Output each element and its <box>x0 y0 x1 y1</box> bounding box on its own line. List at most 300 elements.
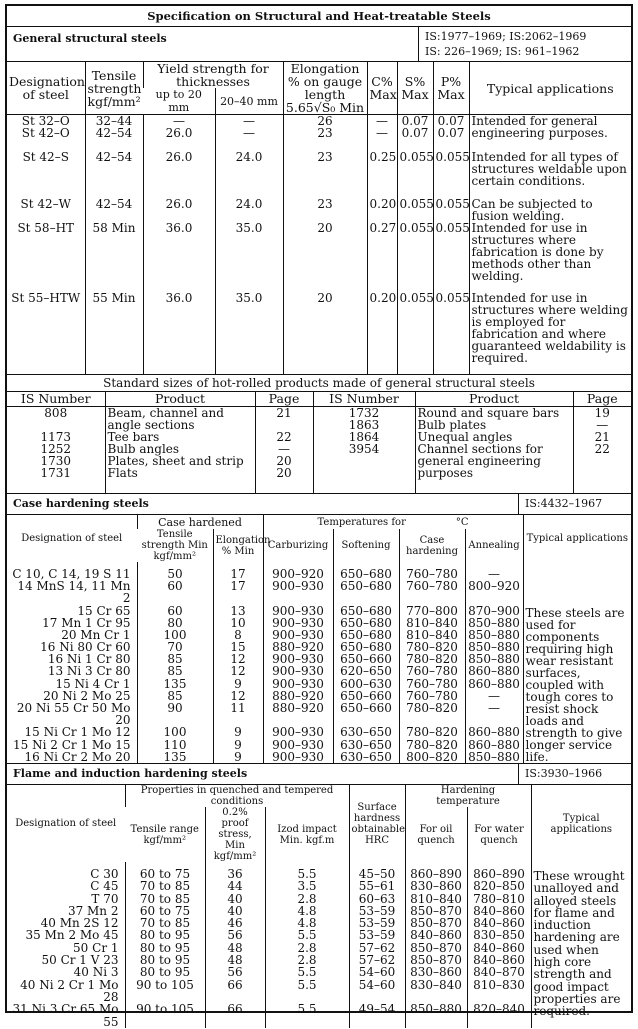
case-hardening-value: 760–780 <box>399 678 465 690</box>
case-col-tensile: Tensile strength Min kgf/mm² <box>141 529 208 562</box>
col-yield: Yield strength for thicknesses <box>143 62 283 88</box>
tensile-value: 42–54 <box>85 198 143 222</box>
tensile-range-value: 60 to 75 <box>125 862 205 880</box>
softening-value: 600–630 <box>333 678 399 690</box>
case-col-softening: Softening <box>333 529 399 562</box>
case-hardening-table <box>7 515 631 763</box>
oil-quench-value: 830–860 <box>405 966 467 978</box>
proof-stress-value: 44 <box>205 880 265 892</box>
yield-20-40-value: — — <box>215 115 283 151</box>
col-applications: Typical applications <box>469 62 631 115</box>
elongation-value: 26 23 <box>283 115 367 151</box>
sulphur-value: 0.055 <box>397 292 433 374</box>
steel-designation: 40 Mn 2S 12 <box>40 916 119 931</box>
izod-value: 2.8 <box>265 942 349 954</box>
annealing-value: 870–900 <box>465 605 523 617</box>
col-yield-20-40: 20–40 mm <box>215 88 283 115</box>
elongation-value: 9 <box>213 726 263 738</box>
carbon-value: 0.20 <box>367 292 397 374</box>
proof-stress-value: 56 <box>205 929 265 941</box>
std-right-is: 1732 <box>348 406 380 420</box>
std-right-page: 21 <box>594 430 610 444</box>
carburizing-value: 900–930 <box>263 751 333 763</box>
proof-stress-value: 46 <box>205 917 265 929</box>
flame-section-header <box>7 763 631 785</box>
softening-value: 650–680 <box>333 562 399 580</box>
softening-value: 630–650 <box>333 739 399 751</box>
std-col-is-left: IS Number <box>7 392 105 407</box>
std-col-page-right: Page <box>573 392 631 407</box>
elongation-value: 12 <box>213 653 263 665</box>
phosphorus-value: 0.055 <box>433 292 469 374</box>
steel-designation: T 70 <box>91 891 119 906</box>
carburizing-value: 880–920 <box>263 702 333 726</box>
annealing-value: 850–880 <box>465 617 523 629</box>
steel-designation: St 32–O St 42–O <box>21 114 70 140</box>
application-text: These wrought unalloyed and alloyed steels for flame and induction hardening are used when high core strength and good impact properties are required. <box>531 862 631 1028</box>
tensile-value: 135 <box>137 751 213 763</box>
steel-designation: 16 Ni 1 Cr 80 <box>47 652 131 667</box>
elongation-value: 8 <box>213 629 263 641</box>
izod-value: 4.8 <box>265 905 349 917</box>
carburizing-value: 900–920 <box>263 562 333 580</box>
oil-quench-value: 810–840 <box>405 893 467 905</box>
surface-hardness-value: 57–62 <box>349 954 405 966</box>
case-section-header <box>7 493 631 515</box>
tensile-value: 58 Min <box>85 222 143 292</box>
tensile-range-value: 80 to 95 <box>125 929 205 941</box>
carburizing-value: 880–920 <box>263 641 333 653</box>
flame-is-number: IS:3930–1966 <box>518 764 631 784</box>
elongation-value: 10 <box>213 617 263 629</box>
sulphur-value: 0.055 <box>397 222 433 292</box>
tensile-value: 60 <box>137 580 213 604</box>
flame-col-surface: Surface hardness obtainable HRC <box>349 785 405 862</box>
case-hardening-value: 810–840 <box>399 629 465 641</box>
col-elongation: Elongation % on gauge length 5.65√S₀ Min <box>283 62 367 115</box>
tensile-range-value: 80 to 95 <box>125 942 205 954</box>
flame-col-proof: 0.2% proof stress, Min kgf/mm² <box>205 807 265 862</box>
case-hardening-value: 810–840 <box>399 617 465 629</box>
sulphur-value: 0.07 0.07 <box>397 115 433 151</box>
spec-page <box>5 4 633 1029</box>
tensile-value: 42–54 <box>85 151 143 198</box>
softening-value: 650–660 <box>333 690 399 702</box>
std-right-page: 19 <box>594 406 610 420</box>
standard-sizes-table <box>7 392 631 494</box>
tensile-value: 60 <box>137 605 213 617</box>
elongation-value: 11 <box>213 702 263 726</box>
table-row <box>7 115 631 151</box>
std-left-page: — <box>278 442 290 456</box>
izod-value: 2.8 <box>265 893 349 905</box>
steel-designation: 14 MnS 14, 11 Mn 2 <box>17 579 131 606</box>
elongation-value: 23 <box>283 151 367 198</box>
std-right-product: Bulb plates <box>417 418 487 432</box>
softening-value: 650–660 <box>333 653 399 665</box>
tensile-range-value: 70 to 85 <box>125 893 205 905</box>
yield-upto20-value: — 26.0 <box>143 115 215 151</box>
case-hardening-value: 780–820 <box>399 653 465 665</box>
steel-designation: St 42–W <box>20 196 71 211</box>
elongation-value: 15 <box>213 641 263 653</box>
elongation-value: 13 <box>213 605 263 617</box>
std-right-is: 3954 <box>348 442 380 456</box>
phosphorus-value: 0.055 <box>433 222 469 292</box>
page-title: Specification on Structural and Heat-treatable Steels <box>7 6 631 27</box>
carburizing-value: 900–930 <box>263 617 333 629</box>
tensile-range-value: 60 to 75 <box>125 905 205 917</box>
case-col-carburizing: Carburizing <box>263 529 333 562</box>
tensile-range-value: 70 to 85 <box>125 917 205 929</box>
std-left-is: 1730 <box>40 454 72 468</box>
elongation-value: 9 <box>213 678 263 690</box>
izod-value: 5.5 <box>265 966 349 978</box>
steel-designation: C 45 <box>90 879 119 894</box>
steel-designation: St 58–HT <box>17 220 75 235</box>
flame-hardening-table <box>7 785 631 1028</box>
annealing-value: — <box>465 702 523 726</box>
tensile-range-value: 70 to 85 <box>125 880 205 892</box>
std-left-is: 808 <box>44 406 68 420</box>
general-is-line1: IS:1977–1969; IS:2062–1969 <box>425 30 587 43</box>
case-hardening-value: 760–780 <box>399 665 465 677</box>
case-col-annealing: Annealing <box>465 529 523 562</box>
water-quench-value: 820–840 <box>467 1003 531 1028</box>
proof-stress-value: 56 <box>205 966 265 978</box>
surface-hardness-value: 55–61 <box>349 880 405 892</box>
flame-col-tensile: Tensile range kgf/mm² <box>130 823 199 846</box>
softening-value: 630–650 <box>333 751 399 763</box>
std-col-page-left: Page <box>255 392 313 407</box>
steel-designation: 15 Ni Cr 1 Mo 12 <box>24 725 131 740</box>
carburizing-value: 900–930 <box>263 580 333 604</box>
izod-value: 2.8 <box>265 954 349 966</box>
steel-designation: 50 Cr 1 V 23 <box>41 953 119 968</box>
surface-hardness-value: 53–59 <box>349 929 405 941</box>
steel-designation: 17 Mn 1 Cr 95 <box>42 615 131 630</box>
surface-hardness-value: 45–50 <box>349 862 405 880</box>
annealing-value: 860–880 <box>465 665 523 677</box>
elongation-value: 12 <box>213 690 263 702</box>
flame-col-applications: Typical applications <box>531 785 631 862</box>
table-row <box>7 222 631 292</box>
yield-upto20-value: 26.0 <box>143 151 215 198</box>
proof-stress-value: 40 <box>205 905 265 917</box>
oil-quench-value: 850–870 <box>405 942 467 954</box>
water-quench-value: 840–860 <box>467 905 531 917</box>
case-hardening-value: 780–820 <box>399 702 465 726</box>
case-hardening-value: 760–780 <box>399 580 465 604</box>
izod-value: 5.5 <box>265 979 349 1004</box>
water-quench-value: 840–870 <box>467 966 531 978</box>
table-row <box>7 562 631 580</box>
std-right-page: 22 <box>594 442 610 456</box>
flame-col-hard-temp: Hardening temperature <box>405 785 531 807</box>
water-quench-value: 780–810 <box>467 893 531 905</box>
steel-designation: 35 Mn 2 Mo 45 <box>25 928 119 943</box>
flame-col-props: Properties in quenched and tempered conditions <box>125 785 349 807</box>
tensile-value: 70 <box>137 641 213 653</box>
annealing-value: 800–920 <box>465 580 523 604</box>
std-right-is: 1864 <box>348 430 380 444</box>
std-right-product: Channel sections for general engineering purposes <box>417 442 543 480</box>
tensile-value: 90 <box>137 702 213 726</box>
tensile-value: 100 <box>137 629 213 641</box>
tensile-range-value: 90 to 105 <box>125 979 205 1004</box>
softening-value: 620–650 <box>333 665 399 677</box>
std-left-is: 1252 <box>40 442 72 456</box>
flame-col-water: For water quench <box>467 807 531 862</box>
annealing-value: 860–880 <box>465 739 523 751</box>
steel-designation: 13 Ni 3 Cr 80 <box>47 664 131 679</box>
std-left-page: 21 <box>276 406 292 420</box>
std-left-product: Flats <box>107 466 138 480</box>
oil-quench-value: 860–890 <box>405 862 467 880</box>
izod-value: 3.5 <box>265 880 349 892</box>
case-hardening-value: 780–820 <box>399 726 465 738</box>
carburizing-value: 900–930 <box>263 653 333 665</box>
water-quench-value: 840–860 <box>467 942 531 954</box>
case-heading: Case hardening steels <box>13 497 149 510</box>
carburizing-value: 880–920 <box>263 690 333 702</box>
steel-designation: St 55–HTW <box>11 290 81 305</box>
elongation-value: 20 <box>283 222 367 292</box>
tensile-value: 85 <box>137 665 213 677</box>
steel-designation: C 10, C 14, 19 S 11 <box>12 567 131 581</box>
steel-designation: 20 Ni 2 Mo 25 <box>43 688 131 703</box>
yield-upto20-value: 26.0 <box>143 198 215 222</box>
case-col-temps: Temperatures for <box>317 516 406 528</box>
tensile-value: 110 <box>137 739 213 751</box>
case-hardening-value: 780–820 <box>399 739 465 751</box>
tensile-value: 85 <box>137 653 213 665</box>
steel-designation: C 30 <box>90 867 119 881</box>
case-hardening-value: 760–780 <box>399 690 465 702</box>
flame-col-izod: Izod impact Min. kgf.m <box>265 807 349 862</box>
tensile-value: 135 <box>137 678 213 690</box>
phosphorus-value: 0.055 <box>433 198 469 222</box>
application-text: Intended for use in structures where welding is employed for fabrication and where guaranteed weldability is required. <box>469 292 631 374</box>
annealing-value: 850–880 <box>465 629 523 641</box>
water-quench-value: 860–890 <box>467 862 531 880</box>
carbon-value: — — <box>367 115 397 151</box>
std-right-product: Round and square bars <box>417 406 560 420</box>
general-is-line2: IS: 226–1969; IS: 961–1962 <box>425 45 580 58</box>
yield-20-40-value: 35.0 <box>215 292 283 374</box>
izod-value: 5.5 <box>265 1003 349 1028</box>
flame-col-designation: Designation of steel <box>15 818 117 829</box>
softening-value: 650–680 <box>333 629 399 641</box>
col-sulphur: S% Max <box>397 62 433 115</box>
softening-value: 650–680 <box>333 641 399 653</box>
case-col-case-hardened: Case hardened <box>137 515 263 529</box>
carburizing-value: 900–930 <box>263 605 333 617</box>
case-col-case-hardening: Case hardening <box>399 529 465 562</box>
proof-stress-value: 66 <box>205 979 265 1004</box>
case-hardening-value: 800–820 <box>399 751 465 763</box>
std-col-product-right: Product <box>415 392 573 407</box>
general-steels-table <box>7 62 631 374</box>
tensile-range-value: 90 to 105 <box>125 1003 205 1028</box>
std-left-product: Bulb angles <box>107 442 180 456</box>
application-text: Can be subjected to fusion welding. <box>469 198 631 222</box>
water-quench-value: 840–860 <box>467 954 531 966</box>
case-col-elongation: Elongation % Min <box>213 529 263 562</box>
water-quench-value: 820–850 <box>467 880 531 892</box>
elongation-value: 17 <box>213 580 263 604</box>
phosphorus-value: 0.055 <box>433 151 469 198</box>
oil-quench-value: 850–870 <box>405 917 467 929</box>
standard-sizes-title: Standard sizes of hot-rolled products made of general structural steels <box>7 374 631 392</box>
std-col-is-right: IS Number <box>313 392 415 407</box>
yield-upto20-value: 36.0 <box>143 292 215 374</box>
surface-hardness-value: 49–54 <box>349 1003 405 1028</box>
annealing-value: — <box>465 690 523 702</box>
table-row <box>7 862 631 880</box>
surface-hardness-value: 57–62 <box>349 942 405 954</box>
oil-quench-value: 840–860 <box>405 929 467 941</box>
std-right-page: — <box>596 418 609 432</box>
elongation-value: 23 <box>283 198 367 222</box>
application-text: Intended for all types of structures weldable upon certain conditions. <box>469 151 631 198</box>
std-right-is: 1863 <box>348 418 380 432</box>
steel-designation: 16 Ni 80 Cr 60 <box>40 640 131 655</box>
std-left-product: Plates, sheet and strip <box>107 454 244 468</box>
surface-hardness-value: 60–63 <box>349 893 405 905</box>
case-col-applications: Typical applications <box>523 515 631 562</box>
tensile-value: 55 Min <box>85 292 143 374</box>
softening-value: 650–660 <box>333 702 399 726</box>
water-quench-value: 810–830 <box>467 979 531 1004</box>
general-is-numbers <box>418 27 631 61</box>
softening-value: 650–680 <box>333 617 399 629</box>
case-is-number: IS:4432–1967 <box>518 494 631 514</box>
carbon-value: 0.20 <box>367 198 397 222</box>
col-tensile: Tensile strength kgf/mm² <box>85 62 143 115</box>
surface-hardness-value: 53–59 <box>349 917 405 929</box>
table-row <box>7 151 631 198</box>
softening-value: 650–680 <box>333 605 399 617</box>
steel-designation: 20 Mn Cr 1 <box>61 627 131 642</box>
case-hardening-value: 770–800 <box>399 605 465 617</box>
oil-quench-value: 850–870 <box>405 905 467 917</box>
application-text: These steels are used for components requiring high wear resistant surfaces, coupled with tough cores to resist shock loads and strength to give longer service life. <box>523 562 631 763</box>
std-left-page: 20 <box>276 466 292 480</box>
izod-value: 5.5 <box>265 862 349 880</box>
std-left-is: 1173 <box>40 430 72 444</box>
oil-quench-value: 850–880 <box>405 1003 467 1028</box>
elongation-value: 17 <box>213 562 263 580</box>
general-heading: General structural steels <box>13 32 167 45</box>
carburizing-value: 900–930 <box>263 665 333 677</box>
application-text: Intended for use in structures where fabrication is done by methods other than welding. <box>469 222 631 292</box>
carburizing-value: 900–930 <box>263 726 333 738</box>
steel-designation: 50 Cr 1 <box>73 940 119 955</box>
elongation-value: 20 <box>283 292 367 374</box>
steel-designation: 15 Ni 2 Cr 1 Mo 15 <box>13 737 131 752</box>
oil-quench-value: 850–870 <box>405 954 467 966</box>
std-left-product: Beam, channel and angle sections <box>107 406 224 432</box>
annealing-value: 850–880 <box>465 641 523 653</box>
water-quench-value: 830–850 <box>467 929 531 941</box>
softening-value: 650–680 <box>333 580 399 604</box>
tensile-value: 85 <box>137 690 213 702</box>
water-quench-value: 840–860 <box>467 917 531 929</box>
case-hardening-value: 780–820 <box>399 641 465 653</box>
yield-upto20-value: 36.0 <box>143 222 215 292</box>
application-text: Intended for general engineering purposes. <box>469 115 631 151</box>
general-section-header <box>7 27 631 62</box>
izod-value: 4.8 <box>265 917 349 929</box>
col-designation: Designation of steel <box>7 62 85 115</box>
carburizing-value: 900–930 <box>263 629 333 641</box>
yield-20-40-value: 24.0 <box>215 198 283 222</box>
tensile-value: 100 <box>137 726 213 738</box>
sulphur-value: 0.055 <box>397 198 433 222</box>
steel-designation: 40 Ni 3 <box>73 965 119 980</box>
sulphur-value: 0.055 <box>397 151 433 198</box>
tensile-range-value: 80 to 95 <box>125 966 205 978</box>
std-left-product: Tee bars <box>107 430 160 444</box>
steel-designation: 16 Ni Cr 2 Mo 20 <box>24 749 131 764</box>
yield-20-40-value: 24.0 <box>215 151 283 198</box>
std-right-product: Unequal angles <box>417 430 513 444</box>
proof-stress-value: 36 <box>205 862 265 880</box>
proof-stress-value: 48 <box>205 954 265 966</box>
annealing-value: 850–880 <box>465 751 523 763</box>
izod-value: 5.5 <box>265 929 349 941</box>
yield-20-40-value: 35.0 <box>215 222 283 292</box>
std-left-is: 1731 <box>40 466 72 480</box>
annealing-value: 850–880 <box>465 653 523 665</box>
carburizing-value: 900–930 <box>263 678 333 690</box>
steel-designation: 40 Ni 2 Cr 1 Mo 28 <box>20 977 119 1004</box>
table-row <box>7 292 631 374</box>
col-yield-upto20: up to 20 mm <box>143 88 215 115</box>
tensile-value: 32–44 42–54 <box>85 115 143 151</box>
annealing-value: 860–880 <box>465 678 523 690</box>
steel-designation: 31 Ni 3 Cr 65 Mo 55 <box>12 1002 119 1029</box>
proof-stress-value: 40 <box>205 893 265 905</box>
std-left-page: 20 <box>276 454 292 468</box>
col-carbon: C% Max <box>367 62 397 115</box>
softening-value: 630–650 <box>333 726 399 738</box>
proof-stress-value: 66 <box>205 1003 265 1028</box>
steel-designation: St 42–S <box>22 149 69 164</box>
annealing-value: — <box>465 562 523 580</box>
col-phosphorus: P% Max <box>433 62 469 115</box>
flame-col-oil: For oil quench <box>405 807 467 862</box>
carburizing-value: 900–930 <box>263 739 333 751</box>
case-hardening-value: 760–780 <box>399 562 465 580</box>
steel-designation: 15 Ni 4 Cr 1 <box>55 676 131 691</box>
tensile-value: 80 <box>137 617 213 629</box>
annealing-value: 860–880 <box>465 726 523 738</box>
flame-heading: Flame and induction hardening steels <box>13 767 248 780</box>
steel-designation: 37 Mn 2 <box>67 903 119 918</box>
std-col-product-left: Product <box>105 392 255 407</box>
tensile-range-value: 80 to 95 <box>125 954 205 966</box>
surface-hardness-value: 54–60 <box>349 966 405 978</box>
proof-stress-value: 48 <box>205 942 265 954</box>
carbon-value: 0.25 <box>367 151 397 198</box>
elongation-value: 9 <box>213 739 263 751</box>
phosphorus-value: 0.07 0.07 <box>433 115 469 151</box>
case-col-deg: °C <box>455 516 469 528</box>
steel-designation: 20 Ni 55 Cr 50 Mo 20 <box>16 701 131 727</box>
oil-quench-value: 830–840 <box>405 979 467 1004</box>
